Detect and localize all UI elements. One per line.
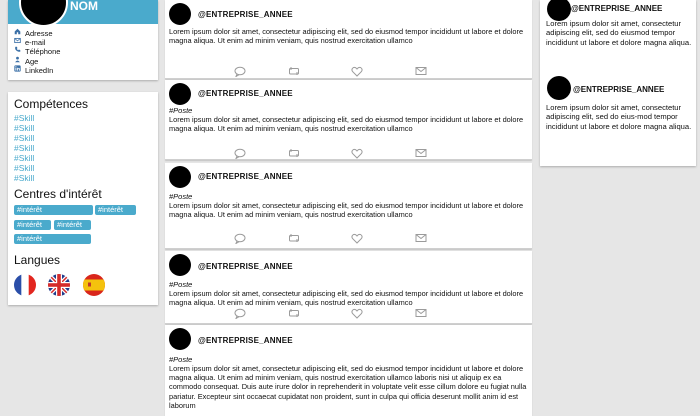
contact-item-linkedin[interactable] [14,66,60,75]
comment-icon[interactable] [234,147,246,159]
like-icon[interactable] [351,65,363,77]
skill-item[interactable]: #Skill [14,143,35,153]
repost-icon[interactable] [288,307,300,319]
post-text: Lorem ipsum dolor sit amet, consectetur adipiscing elit, sed do eiusmod tempor incididunt ut labore et dolore magna aliqua. Ut enim ad minim veniam, quis nostrud exercitation ullamco [169,115,524,134]
post-handle[interactable]: @ENTREPRISE_ANNEE [198,262,293,271]
repost-icon[interactable] [288,147,300,159]
post-handle[interactable]: @ENTREPRISE_ANNEE [198,10,293,19]
skill-item[interactable]: #Skill [14,133,35,143]
post-avatar[interactable] [169,328,191,350]
post-card [165,80,532,160]
comment-icon[interactable] [234,65,246,77]
linkedin-icon [14,65,25,76]
post-avatar[interactable] [169,254,191,276]
share-icon[interactable] [415,147,427,159]
sidebar-text: Lorem ipsum dolor sit amet, consectetur adipiscing elit, sed do eius-mod tempor incididunt ut labore et dolore magna aliqua. [546,103,692,131]
like-icon[interactable] [351,232,363,244]
post-handle[interactable]: @ENTREPRISE_ANNEE [198,89,293,98]
post-avatar[interactable] [169,83,191,105]
comment-icon[interactable] [234,307,246,319]
interets-title: Centres d'intérêt [14,187,102,201]
post-card [165,325,532,416]
skill-item[interactable]: #Skill [14,153,35,163]
share-icon[interactable] [415,65,427,77]
france-flag-icon[interactable] [14,274,36,296]
uk-flag-icon[interactable] [48,274,70,296]
skills-card [8,92,158,305]
post-tagline: #Poste [169,192,193,201]
post-tagline: #Poste [169,280,193,289]
sidebar-handle[interactable]: @ENTREPRISE_ANNEE [571,4,663,13]
skill-list [14,113,34,183]
interest-tag[interactable]: #intérêt [14,220,51,230]
spain-flag-icon[interactable] [83,274,105,296]
skill-item[interactable]: #Skill [14,163,35,173]
post-text: Lorem ipsum dolor sit amet, consectetur adipiscing elit, sed do eiusmod tempor incididunt ut labore et dolore magna aliqua. Ut enim ad minim veniam, quis nostrud exercitation ullamco laboris nisi ut aliquip ex ea commodo consequat. Duis aute irure dolor in reprehenderit in voluptate velit esse cillum dolore eu fugiat nulla pariatur. Excepteur sint occaecat cupidatat non proident, sunt in culpa qui officia deserunt mollit anim id est laborum [169,364,527,410]
interest-tag[interactable]: #intérêt [14,205,93,215]
sidebar-avatar[interactable] [547,76,571,100]
contact-label: LinkedIn [25,65,54,75]
post-feed [165,0,532,416]
contact-list [14,29,60,75]
post-handle[interactable]: @ENTREPRISE_ANNEE [198,172,293,181]
competences-title: Compétences [14,97,89,111]
post-tagline: #Poste [169,106,193,115]
skill-item[interactable]: #Skill [14,173,35,183]
interest-tag[interactable]: #intérêt [14,234,91,244]
sidebar-avatar[interactable] [547,0,571,21]
contact-label: Adresse [25,29,53,38]
post-actions [165,147,532,159]
interest-tag[interactable]: #intérêt [54,220,91,230]
contact-label: Age [25,56,39,66]
skill-item[interactable]: #Skill [14,113,35,123]
post-actions [165,65,532,77]
repost-icon[interactable] [288,65,300,77]
repost-icon[interactable] [288,232,300,244]
post-handle[interactable]: @ENTREPRISE_ANNEE [198,336,293,345]
like-icon[interactable] [351,307,363,319]
contact-label: e-mail [25,38,46,48]
post-actions [165,307,532,319]
contact-label: Téléphone [25,47,61,57]
post-card [165,163,532,249]
post-tagline: #Poste [169,355,193,364]
share-icon[interactable] [415,307,427,319]
comment-icon[interactable] [234,232,246,244]
skill-item[interactable]: #Skill [14,123,35,133]
post-text: Lorem ipsum dolor sit amet, consectetur adipiscing elit, sed do eiusmod tempor incididunt ut labore et dolore magna aliqua. Ut enim ad minim veniam, quis nostrud exercitation ullamco [169,27,524,46]
right-sidebar [540,0,696,166]
sidebar-handle[interactable]: @ENTREPRISE_ANNEE [573,85,665,94]
post-card [165,0,532,79]
profile-card [8,0,158,80]
langues-title: Langues [14,253,61,267]
like-icon[interactable] [351,147,363,159]
interest-tag[interactable]: #intérêt [95,205,136,215]
post-actions [165,232,532,244]
post-avatar[interactable] [169,166,191,188]
share-icon[interactable] [415,232,427,244]
sidebar-text: Lorem ipsum dolor sit amet, consectetur adipiscing elit, sed do eiusmod tempor incididunt ut labore et dolore magna aliqua. [546,19,692,47]
profile-name: NOM [70,0,98,13]
post-text: Lorem ipsum dolor sit amet, consectetur adipiscing elit, sed do eiusmod tempor incididunt ut labore et dolore magna aliqua. Ut enim ad minim veniam, quis nostrud exercitation ullamco [169,289,524,308]
post-card [165,251,532,324]
post-text: Lorem ipsum dolor sit amet, consectetur adipiscing elit, sed do eiusmod tempor incididunt ut labore et dolore magna aliqua. Ut enim ad minim veniam, quis nostrud exercitation ullamco [169,201,524,220]
post-avatar[interactable] [169,3,191,25]
